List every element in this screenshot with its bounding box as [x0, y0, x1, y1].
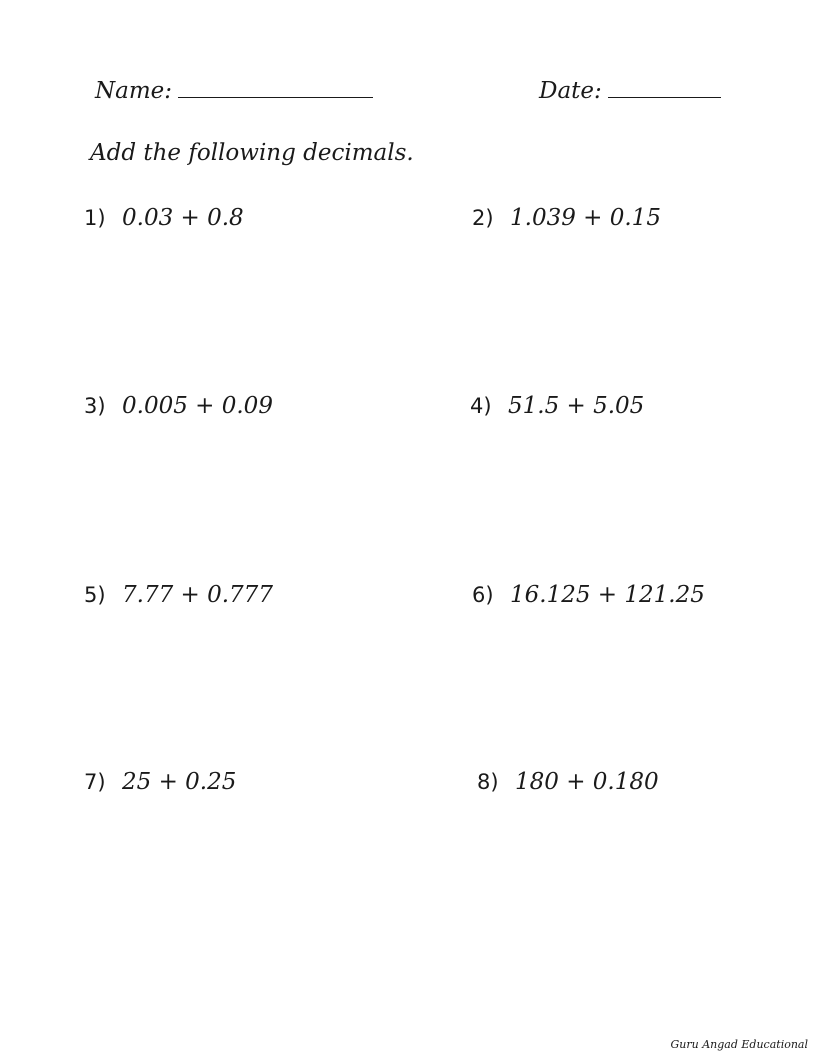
problem-number: 3) — [84, 394, 106, 418]
date-field[interactable] — [539, 78, 721, 104]
problem-number: 7) — [84, 770, 106, 794]
problem-7 — [84, 769, 236, 795]
problem-expression: 180 + 0.180 — [515, 769, 659, 795]
name-field[interactable] — [95, 78, 373, 104]
problem-number: 8) — [477, 770, 499, 794]
name-blank-line[interactable] — [178, 93, 373, 98]
problem-expression: 0.005 + 0.09 — [122, 393, 273, 419]
problem-number: 4) — [470, 394, 492, 418]
problem-5 — [84, 582, 273, 608]
name-label: Name: — [95, 78, 173, 104]
date-blank-line[interactable] — [608, 93, 721, 98]
problem-6 — [472, 582, 705, 608]
problem-1 — [84, 205, 244, 231]
problem-expression: 51.5 + 5.05 — [508, 393, 645, 419]
problem-number: 5) — [84, 583, 106, 607]
problem-expression: 1.039 + 0.15 — [510, 205, 661, 231]
problem-4 — [470, 393, 644, 419]
instructions: Add the following decimals. — [90, 140, 414, 166]
problem-2 — [472, 205, 661, 231]
problem-3 — [84, 393, 273, 419]
problem-number: 2) — [472, 206, 494, 230]
problem-expression: 16.125 + 121.25 — [510, 582, 705, 608]
problem-expression: 0.03 + 0.8 — [122, 205, 244, 231]
problem-expression: 7.77 + 0.777 — [122, 582, 273, 608]
problem-number: 1) — [84, 206, 106, 230]
problem-8 — [477, 769, 659, 795]
date-label: Date: — [539, 78, 602, 104]
problem-expression: 25 + 0.25 — [122, 769, 237, 795]
problem-number: 6) — [472, 583, 494, 607]
footer-credit: Guru Angad Educational — [670, 1038, 808, 1051]
